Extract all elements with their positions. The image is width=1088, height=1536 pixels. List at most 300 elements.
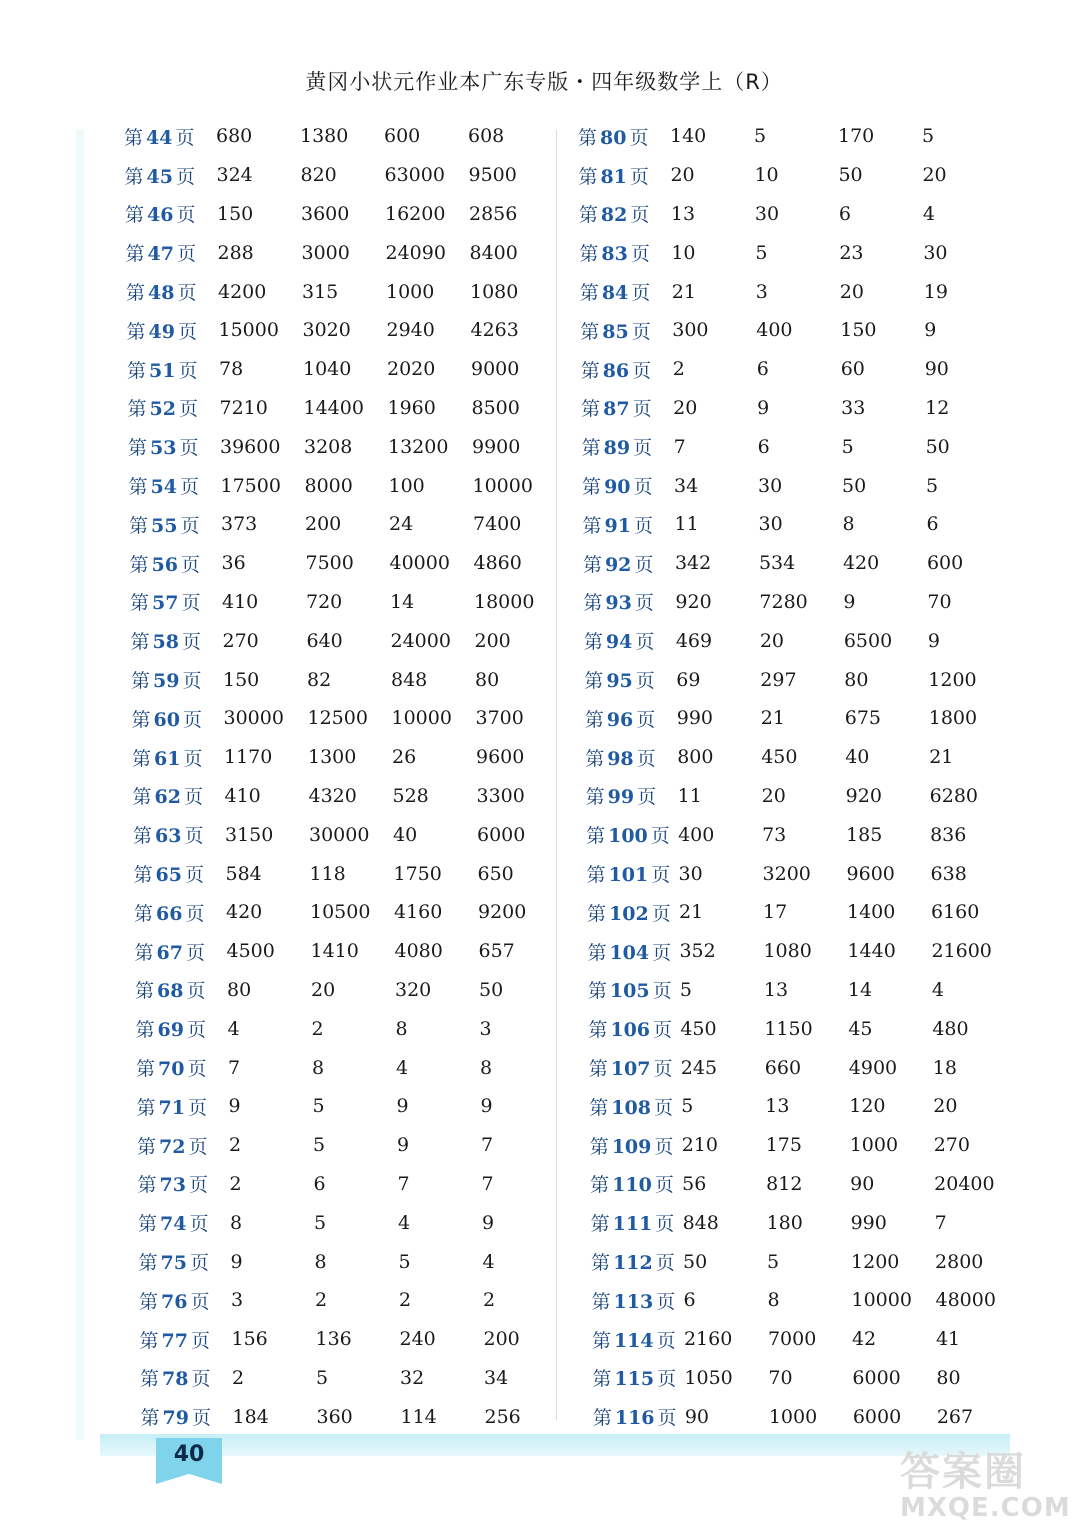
answer-value: 13 [670, 202, 696, 225]
page-label-suffix: 页 [634, 592, 654, 615]
answer-value: 150 [840, 319, 877, 342]
answer-value: 320 [395, 978, 432, 1001]
page-label [128, 433, 220, 460]
page-label-prefix: 第 [590, 1213, 610, 1236]
page-label-suffix: 页 [629, 126, 649, 149]
answer-row [578, 1009, 1028, 1048]
answer-value: 6000 [477, 823, 526, 846]
page-label-suffix: 页 [635, 670, 655, 693]
page-label-suffix: 页 [655, 1252, 675, 1274]
answer-value: 608 [468, 125, 505, 148]
answer-value: 150 [223, 668, 260, 691]
page-label-suffix: 页 [184, 864, 204, 887]
answer-value: 114 [400, 1405, 437, 1428]
page-label-prefix: 第 [587, 980, 607, 1003]
page-label-prefix: 第 [130, 592, 150, 615]
answer-value: 9 [228, 1095, 241, 1118]
answer-value: 9 [480, 1095, 493, 1118]
page-label-number: 73 [159, 1174, 186, 1197]
answer-value: 657 [478, 940, 515, 963]
page-label-number: 67 [156, 941, 183, 964]
answer-value: 400 [678, 823, 715, 846]
page-label-prefix: 第 [134, 941, 154, 964]
page-label-prefix: 第 [126, 320, 146, 343]
answer-value: 15000 [218, 319, 279, 342]
answer-value: 14400 [303, 396, 364, 419]
answer-value: 20 [922, 164, 947, 187]
answer-value: 4900 [848, 1056, 898, 1079]
answer-value: 3600 [301, 202, 350, 225]
page-label-prefix: 第 [125, 204, 145, 227]
answer-value: 2 [311, 1017, 324, 1040]
answer-value: 100 [388, 474, 425, 497]
answer-value: 34 [484, 1366, 509, 1389]
page-label [136, 1054, 228, 1081]
answer-row [124, 505, 574, 544]
answer-value: 50 [925, 435, 950, 458]
answer-value: 18000 [474, 590, 535, 613]
answer-value: 245 [680, 1056, 718, 1079]
answer-value: 5 [922, 125, 935, 148]
page-label-suffix: 页 [183, 786, 203, 809]
answer-value: 920 [845, 784, 882, 807]
answer-value: 30000 [309, 823, 370, 846]
answer-row [124, 621, 574, 660]
left-margin-stripe [76, 130, 84, 1440]
page-label-prefix: 第 [588, 1058, 608, 1081]
answer-value: 8 [312, 1056, 325, 1079]
answer-value: 24 [389, 513, 414, 536]
page-label-prefix: 第 [591, 1290, 611, 1313]
page-label [592, 1287, 684, 1314]
answer-value: 2 [232, 1366, 245, 1389]
page-label [131, 666, 223, 693]
answer-value: 30 [754, 202, 780, 225]
page-label-prefix: 第 [133, 864, 153, 887]
page-label-suffix: 页 [180, 553, 200, 576]
answer-value: 18 [932, 1056, 957, 1079]
answer-value: 1380 [300, 125, 349, 148]
watermark-logo [900, 1440, 1070, 1530]
page-label [580, 278, 672, 305]
answer-value: 26 [392, 746, 417, 769]
answer-value: 13200 [388, 435, 449, 458]
page-label-number: 77 [161, 1329, 188, 1352]
answer-value: 836 [930, 823, 967, 846]
answer-value: 7500 [305, 552, 354, 575]
page-label-number: 56 [151, 553, 178, 576]
answer-value: 5 [398, 1250, 411, 1273]
answer-value: 9 [482, 1211, 495, 1234]
answer-row [578, 1281, 1028, 1320]
answer-value: 9 [927, 629, 940, 652]
page-label-prefix: 第 [586, 864, 606, 887]
answer-value: 13 [763, 978, 789, 1001]
page-label-suffix: 页 [177, 320, 197, 343]
page-label-suffix: 页 [183, 747, 203, 770]
answer-value: 270 [933, 1134, 970, 1157]
answer-row [578, 505, 1028, 544]
page-label-suffix: 页 [191, 1407, 211, 1430]
page-label-prefix: 第 [125, 243, 145, 266]
page-label-suffix: 页 [631, 320, 651, 343]
answer-value: 40 [393, 823, 418, 846]
answer-value: 41 [935, 1328, 961, 1351]
answer-value: 7400 [473, 513, 522, 536]
answer-row [124, 1320, 574, 1359]
answer-value: 8 [314, 1250, 327, 1273]
page-label [132, 744, 224, 771]
answer-row [124, 117, 574, 156]
answer-value: 180 [766, 1211, 803, 1234]
page-label-prefix: 第 [578, 126, 598, 149]
page-label [582, 472, 674, 499]
answer-row [124, 427, 574, 466]
answer-value: 3700 [475, 707, 524, 730]
page-label-prefix: 第 [581, 398, 601, 421]
answer-value: 267 [936, 1405, 974, 1428]
answer-value: 69 [676, 668, 701, 691]
page-label-suffix: 页 [175, 165, 195, 188]
page-label-number: 112 [613, 1252, 653, 1274]
page-label [126, 278, 218, 305]
page-label-suffix: 页 [635, 631, 655, 654]
answer-value: 4 [922, 202, 935, 225]
page-label-suffix: 页 [184, 825, 204, 848]
answer-value: 20 [670, 164, 695, 187]
page-label-suffix: 页 [657, 1407, 677, 1430]
page-label [135, 976, 227, 1003]
page-label-number: 70 [158, 1058, 185, 1081]
answer-value: 70 [927, 590, 952, 613]
answer-value: 150 [217, 202, 254, 225]
answer-value: 650 [477, 862, 514, 885]
page-label-prefix: 第 [582, 476, 602, 499]
answer-value: 210 [681, 1134, 718, 1157]
page-label [127, 356, 219, 383]
answer-value: 342 [674, 552, 712, 575]
answer-value: 2 [229, 1172, 242, 1195]
page-label-prefix: 第 [580, 320, 600, 343]
page-label-suffix: 页 [652, 941, 672, 964]
answer-row [578, 389, 1028, 428]
answer-value: 20 [311, 978, 336, 1001]
page-label-prefix: 第 [582, 514, 602, 537]
page-label [126, 239, 218, 266]
answer-value: 9000 [471, 358, 520, 381]
page-label-number: 53 [150, 437, 177, 460]
answer-value: 3 [479, 1017, 492, 1040]
answer-value: 8 [842, 513, 855, 536]
page-label-number: 74 [160, 1213, 187, 1236]
answer-row [124, 1242, 574, 1281]
page-label-number: 58 [152, 631, 179, 654]
answer-value: 534 [758, 552, 796, 575]
answer-value: 8 [230, 1211, 243, 1234]
answer-value: 10 [671, 241, 696, 264]
page-label-number: 47 [147, 243, 174, 266]
page-label-prefix: 第 [579, 243, 599, 266]
page-label-number: 108 [611, 1096, 651, 1119]
answer-value: 410 [224, 784, 261, 807]
answer-value: 638 [930, 862, 967, 885]
page-label-number: 98 [607, 747, 634, 770]
answer-row [578, 932, 1028, 971]
answer-value: 82 [307, 668, 332, 691]
page-number: 40 [173, 1442, 205, 1467]
page-label [586, 782, 678, 809]
page-label [586, 821, 678, 848]
answer-row [578, 427, 1028, 466]
answer-value: 2800 [935, 1250, 984, 1273]
answer-value: 3300 [476, 784, 525, 807]
page-label [584, 666, 676, 693]
page-label-suffix: 页 [633, 437, 653, 460]
page-label-prefix: 第 [587, 902, 607, 925]
answer-value: 1170 [224, 746, 273, 769]
page-label-number: 60 [153, 708, 180, 731]
answer-value: 1050 [684, 1366, 733, 1389]
answer-row [578, 311, 1028, 350]
answer-value: 4320 [308, 784, 357, 807]
answer-value: 30 [758, 513, 783, 536]
answer-value: 7280 [759, 590, 808, 613]
page-label-suffix: 页 [632, 398, 652, 421]
answer-value: 6 [838, 202, 851, 225]
page-label-number: 68 [157, 980, 184, 1003]
answer-row [124, 777, 574, 816]
page-label [578, 162, 670, 189]
page-label-prefix: 第 [139, 1290, 159, 1313]
page-label-prefix: 第 [589, 1096, 609, 1119]
answer-row [578, 971, 1028, 1010]
page-label [583, 511, 675, 538]
page-label-prefix: 第 [130, 631, 150, 654]
answer-value: 1080 [470, 280, 519, 303]
page-label-number: 75 [160, 1252, 187, 1274]
answer-value: 4 [482, 1250, 495, 1273]
answer-row [578, 1320, 1028, 1359]
answer-value: 20 [673, 396, 698, 419]
answer-row [578, 272, 1028, 311]
answer-value: 36 [221, 552, 246, 575]
answer-row [124, 893, 574, 932]
answer-value: 3000 [301, 241, 350, 264]
footer-band [100, 1434, 1010, 1456]
answer-value: 50 [838, 164, 863, 187]
page-label-prefix: 第 [126, 282, 146, 305]
page-label [140, 1364, 232, 1391]
page-label-prefix: 第 [586, 825, 606, 848]
page-label-suffix: 页 [653, 1058, 673, 1081]
page-label-prefix: 第 [583, 631, 603, 654]
page-label [134, 899, 226, 926]
page-label-number: 78 [162, 1368, 189, 1391]
answer-value: 20 [761, 784, 786, 807]
answer-value: 7210 [219, 396, 268, 419]
page-label [588, 1015, 680, 1042]
answer-value: 6000 [852, 1405, 902, 1428]
page-label-number: 71 [158, 1096, 185, 1119]
page-label-number: 93 [605, 592, 632, 615]
answer-value: 1000 [386, 280, 435, 303]
answer-value: 7 [228, 1056, 241, 1079]
answer-value: 660 [764, 1056, 802, 1079]
page-label-prefix: 第 [131, 670, 151, 693]
answer-row [578, 660, 1028, 699]
answer-value: 48000 [935, 1289, 996, 1312]
answer-value: 8000 [304, 474, 353, 497]
page-label [137, 1093, 229, 1120]
answer-value: 9 [397, 1134, 410, 1157]
answer-value: 120 [849, 1095, 886, 1118]
page-label [583, 550, 675, 577]
page-label-suffix: 页 [187, 1096, 207, 1119]
answer-value: 675 [844, 707, 882, 730]
page-label-suffix: 页 [180, 514, 200, 537]
page-label [587, 899, 679, 926]
answer-row [578, 233, 1028, 272]
answer-value: 4500 [226, 940, 275, 963]
answer-value: 7 [934, 1211, 947, 1234]
answer-value: 40 [845, 746, 870, 769]
answer-row [578, 1048, 1028, 1087]
page-label-prefix: 第 [591, 1329, 611, 1352]
answer-row [578, 893, 1028, 932]
page-label [134, 860, 226, 887]
answer-value: 4200 [218, 280, 267, 303]
page-label-prefix: 第 [584, 708, 604, 731]
page-label-prefix: 第 [590, 1174, 610, 1197]
answer-value: 14 [847, 978, 873, 1001]
answer-value: 800 [677, 746, 714, 769]
page-label-number: 76 [161, 1290, 188, 1313]
page-label-number: 45 [146, 165, 173, 188]
answer-value: 680 [216, 125, 253, 148]
answer-row [578, 1126, 1028, 1165]
page-label-prefix: 第 [138, 1252, 158, 1274]
page-label-suffix: 页 [178, 359, 198, 382]
answer-value: 5 [926, 474, 939, 497]
page-label-suffix: 页 [650, 825, 670, 848]
page-label [129, 472, 221, 499]
answer-value: 2020 [387, 358, 436, 381]
page-label-prefix: 第 [132, 747, 152, 770]
page-label [585, 744, 677, 771]
answer-value: 20 [933, 1095, 958, 1118]
answer-value: 4 [398, 1211, 411, 1234]
answer-value: 373 [221, 513, 258, 536]
answer-value: 5 [841, 435, 854, 458]
answer-value: 5 [312, 1095, 325, 1118]
answer-value: 73 [762, 823, 787, 846]
page-label-suffix: 页 [189, 1213, 209, 1236]
answer-value: 528 [392, 784, 429, 807]
page-label-suffix: 页 [631, 282, 651, 305]
page-label-suffix: 页 [654, 1174, 674, 1197]
answer-value: 184 [232, 1405, 269, 1428]
answer-value: 360 [316, 1405, 353, 1428]
page-label-prefix: 第 [137, 1174, 157, 1197]
answer-value: 33 [841, 396, 866, 419]
page-label-prefix: 第 [592, 1368, 612, 1391]
answer-value: 6 [756, 358, 769, 381]
answer-value: 10000 [391, 707, 452, 730]
page-label-prefix: 第 [135, 980, 155, 1003]
answer-value: 136 [315, 1328, 352, 1351]
answer-row [124, 1281, 574, 1320]
answer-value: 42 [851, 1328, 877, 1351]
answer-value: 297 [760, 668, 797, 691]
page-label-number: 84 [601, 282, 629, 305]
answer-value: 4 [396, 1056, 409, 1079]
page-label-number: 100 [608, 825, 648, 848]
answer-value: 600 [926, 552, 964, 575]
page-label [579, 239, 671, 266]
page-label-prefix: 第 [129, 514, 149, 537]
answer-value: 23 [839, 241, 864, 264]
answer-value: 3 [231, 1289, 244, 1312]
answer-row [124, 932, 574, 971]
watermark-url: MXQE.COM [900, 1493, 1071, 1523]
answer-value: 1410 [310, 940, 359, 963]
answer-value: 8 [395, 1017, 408, 1040]
answer-value: 80 [844, 668, 869, 691]
answer-value: 19 [923, 280, 948, 303]
page-label [582, 433, 674, 460]
answer-value: 6 [683, 1289, 696, 1312]
answer-value: 70 [768, 1366, 793, 1389]
page-label-prefix: 第 [134, 902, 154, 925]
answer-value: 6 [313, 1172, 326, 1195]
page-label-prefix: 第 [137, 1135, 157, 1158]
answer-value: 2 [315, 1289, 328, 1312]
page-label-prefix: 第 [585, 747, 605, 770]
page-label-number: 59 [153, 670, 180, 693]
page-label-prefix: 第 [129, 553, 149, 576]
answer-value: 3020 [302, 319, 351, 342]
page-label-prefix: 第 [584, 670, 604, 693]
answer-value: 200 [483, 1328, 520, 1351]
answer-value: 6160 [931, 901, 980, 924]
answer-value: 32 [400, 1366, 425, 1389]
answer-row [578, 738, 1028, 777]
answer-value: 8 [480, 1056, 493, 1079]
answer-value: 6500 [843, 629, 893, 652]
page-label [130, 550, 222, 577]
answer-value: 5 [314, 1211, 327, 1234]
answer-value: 7 [673, 435, 686, 458]
answer-value: 270 [222, 629, 259, 652]
page-label-number: 91 [604, 514, 631, 537]
answer-value: 1300 [308, 746, 357, 769]
page-label [580, 317, 672, 344]
answer-value: 9 [396, 1095, 409, 1118]
answer-row [124, 815, 574, 854]
answer-value: 848 [682, 1211, 719, 1234]
page-label-number: 85 [602, 320, 629, 343]
answer-row [578, 195, 1028, 234]
answer-value: 12500 [307, 707, 368, 730]
answer-value: 2 [399, 1289, 412, 1312]
answer-row [124, 971, 574, 1010]
answer-value: 4263 [470, 319, 519, 342]
page-label-number: 82 [600, 204, 628, 227]
answer-row [124, 1126, 574, 1165]
page-label-suffix: 页 [190, 1290, 210, 1313]
answer-value: 3 [755, 280, 768, 303]
page-label-prefix: 第 [588, 1019, 608, 1042]
